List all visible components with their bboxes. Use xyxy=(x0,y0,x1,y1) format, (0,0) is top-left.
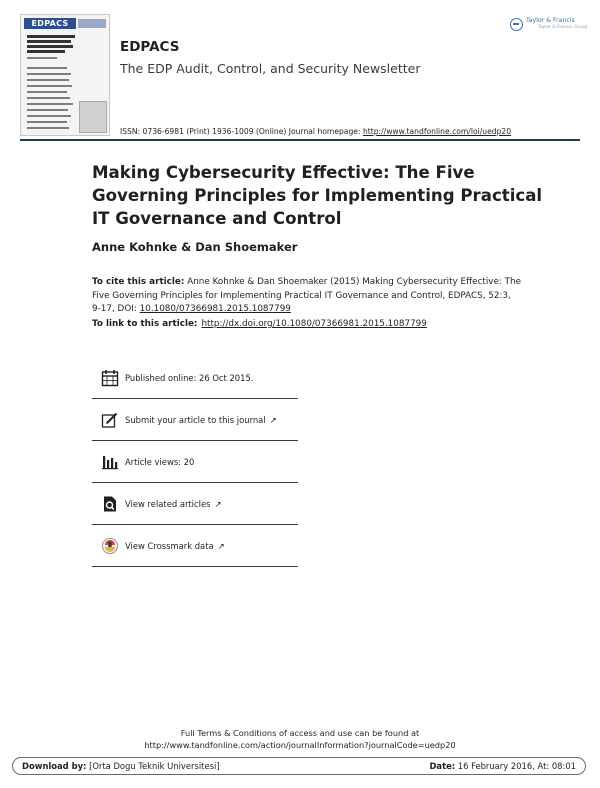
downloaded-by xyxy=(22,761,220,771)
info-row-submit[interactable] xyxy=(92,399,298,441)
cover-text-line xyxy=(27,79,69,81)
info-row-label: Published online: 26 Oct 2015. xyxy=(125,372,254,383)
journal-homepage-link[interactable]: http://www.tandfonline.com/loi/uedp20 xyxy=(362,127,512,136)
cover-logo: EDPACS xyxy=(24,18,76,29)
cover-title-line xyxy=(27,45,73,48)
cover-text-line xyxy=(27,97,70,99)
cover-tag xyxy=(78,19,106,28)
info-row-published xyxy=(92,357,298,399)
info-row-views xyxy=(92,441,298,483)
article-link-line xyxy=(92,319,427,329)
cite-label: To cite this article: xyxy=(92,277,185,287)
search-document-icon xyxy=(100,494,120,514)
submit-article-link[interactable]: Submit your article to this journal xyxy=(125,414,266,425)
terms-url-link[interactable]: http://www.tandfonline.com/action/journalInformation?journalCode=uedp20 xyxy=(144,740,456,750)
calendar-icon xyxy=(100,368,120,388)
cover-title-line xyxy=(27,50,65,53)
downloaded-by-value: [Orta Dogu Teknik Universitesi] xyxy=(86,761,220,771)
download-date xyxy=(429,761,576,771)
article-info-list xyxy=(92,357,298,567)
cite-text: Anne Kohnke & Dan Shoemaker (2015) Making Cybersecurity Effective: The Five Governing Principles for Implementing Practical IT Governance and Control, EDPACS, 52:3, 9-17, DOI: xyxy=(92,277,522,314)
cite-doi-link[interactable]: 10.1080/07366981.2015.1087799 xyxy=(139,304,291,314)
cover-text-line xyxy=(27,73,71,75)
cover-text-line xyxy=(27,67,67,69)
cover-text-line xyxy=(27,57,57,59)
citation-block xyxy=(92,276,522,317)
journal-name: EDPACS xyxy=(120,39,180,55)
download-date-value: 16 February 2016, At: 08:01 xyxy=(455,761,576,771)
downloaded-by-label: Download by: xyxy=(22,761,87,771)
cover-text-line xyxy=(27,127,69,129)
crossmark-icon xyxy=(100,536,120,556)
external-link-icon: ↗ xyxy=(269,414,277,425)
terms-notice xyxy=(0,727,600,751)
issn-line xyxy=(120,127,511,136)
article-authors: Anne Kohnke & Dan Shoemaker xyxy=(92,240,298,254)
download-date-label: Date: xyxy=(429,761,456,771)
bar-chart-icon xyxy=(100,452,120,472)
cover-text-line xyxy=(27,109,68,111)
info-row-crossmark[interactable] xyxy=(92,525,298,567)
cover-sidebar-box xyxy=(79,101,107,133)
cover-text-line xyxy=(27,91,67,93)
cover-text-line xyxy=(27,115,71,117)
article-title: Making Cybersecurity Effective: The Five Governing Principles for Implementing Practical IT Governance and Control xyxy=(92,163,543,228)
download-info-bar xyxy=(12,757,586,775)
cover-text-line xyxy=(27,121,67,123)
related-articles-link[interactable]: View related articles xyxy=(125,498,211,509)
external-link-icon: ↗ xyxy=(214,498,222,509)
cover-text-line xyxy=(27,103,73,105)
crossmark-link[interactable]: View Crossmark data xyxy=(125,540,214,551)
publisher-logo[interactable] xyxy=(510,15,588,37)
journal-subtitle: The EDP Audit, Control, and Security Newsletter xyxy=(120,61,421,76)
publisher-name: Taylor & Francis xyxy=(526,17,575,24)
terms-line: Full Terms & Conditions of access and use can be found at xyxy=(180,728,420,738)
article-doi-link[interactable]: http://dx.doi.org/10.1080/07366981.2015.1087799 xyxy=(201,319,427,329)
info-row-related[interactable] xyxy=(92,483,298,525)
cover-title-line xyxy=(27,40,71,43)
external-link-icon: ↗ xyxy=(217,540,225,551)
publisher-mark-icon xyxy=(510,18,523,31)
issn-text: ISSN: 0736-6981 (Print) 1936-1009 (Online) Journal homepage: xyxy=(120,127,363,136)
link-label: To link to this article: xyxy=(92,319,198,329)
publisher-group: Taylor & Francis Group xyxy=(538,25,588,30)
header-divider xyxy=(20,139,580,141)
cover-text-line xyxy=(27,85,72,87)
info-row-label: Article views: 20 xyxy=(125,456,195,467)
edit-icon xyxy=(100,410,120,430)
cover-title-line xyxy=(27,35,75,38)
journal-cover-thumbnail xyxy=(20,14,110,136)
